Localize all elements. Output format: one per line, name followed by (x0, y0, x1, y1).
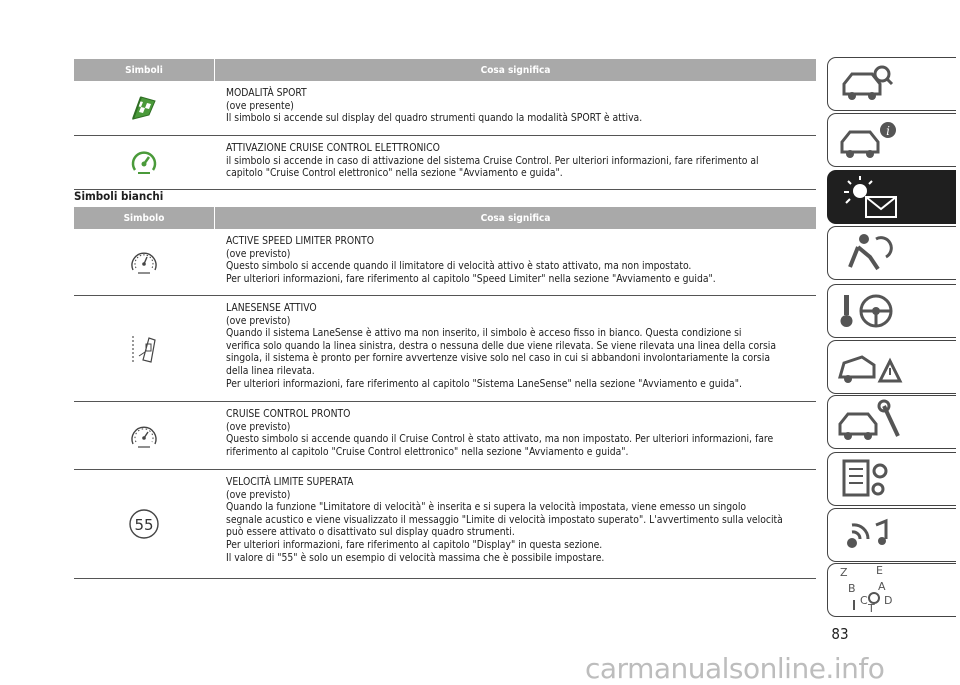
row-line: (ove presente) (226, 99, 294, 112)
header-col-meaning: Cosa significa (480, 212, 551, 224)
row-line: Per ulteriori informazioni, fare riferimento al capitolo "Display" in questa sezione. (226, 538, 603, 551)
tab-safety[interactable] (827, 226, 956, 280)
row-line: Questo simbolo si accende quando il limitatore di velocità attivo è stato attivato, ma non impostato. (226, 260, 692, 273)
car-info-icon (828, 114, 956, 166)
page-number: 83 (831, 625, 849, 643)
tab-technical-data[interactable] (827, 452, 956, 506)
svg-text:T: T (868, 602, 875, 615)
cruise-control-ready-icon (74, 402, 214, 469)
table-row (74, 296, 816, 402)
svg-text:C: C (860, 594, 868, 607)
spec-sheet-gears-icon (828, 453, 956, 505)
svg-text:E: E (876, 564, 883, 577)
row-line: verifica solo quando la linea sinistra, destra o nessuna delle due viene rilevata. Se viene rilevata una linea della corsia (226, 339, 777, 352)
speed-value-text: 55 (134, 516, 154, 534)
row-line: Quando il sistema LaneSense è attivo ma non inserito, il simbolo è acceso fisso in bianco. Questa condizione si (226, 327, 742, 340)
row-line: segnale acustico e viene visualizzato il messaggio "Limite di velocità impostato superato". L'avvertimento sulla velocità (226, 513, 783, 526)
row-title: ACTIVE SPEED LIMITER PRONTO (226, 235, 375, 247)
row-line: Il valore di "55" è solo un esempio di velocità massima che è possibile impostare. (226, 551, 605, 564)
table-row (74, 81, 816, 136)
sport-flag-icon (74, 81, 214, 135)
table-header (74, 59, 816, 81)
row-line: riferimento al capitolo "Cruise Control elettronico" nella sezione "Avviamento e guida". (226, 445, 629, 458)
watermark-text: carmanualsonline.info (585, 652, 885, 685)
row-line: singola, il sistema è pronto per fornire avvertenze visive solo nel caso in cui si abbandoni involontariamente la corsia (226, 352, 770, 365)
row-line: Il simbolo si accende sul display del quadro strumenti quando la modalità SPORT è attiva. (226, 112, 643, 125)
svg-text:Z: Z (840, 566, 848, 579)
row-title: MODALITÀ SPORT (226, 87, 307, 99)
tab-emergency[interactable] (827, 340, 956, 394)
symbols-table-2 (74, 207, 816, 579)
row-title: ATTIVAZIONE CRUISE CONTROL ELETTRONICO (226, 142, 440, 154)
row-title: CRUISE CONTROL PRONTO (226, 408, 351, 420)
table-row (74, 402, 816, 470)
header-col-symbols: Simboli (125, 64, 163, 76)
tab-starting-driving[interactable] (827, 284, 956, 338)
cruise-control-active-icon (74, 136, 214, 189)
row-line: il simbolo si accende in caso di attivazione del sistema Cruise Control. Per ulteriori informazioni, fare riferimento al (226, 154, 759, 167)
tab-warning-lights[interactable] (827, 170, 956, 224)
row-line: (ove previsto) (226, 247, 291, 260)
multimedia-icon (828, 509, 956, 561)
speed-limiter-ready-icon (74, 229, 214, 295)
tab-car-info[interactable] (827, 113, 956, 167)
row-line: Questo simbolo si accende quando il Cruise Control è stato attivato, ma non impostato. Per ulteriori informazioni, fare (226, 433, 774, 446)
car-accident-warning-icon (828, 341, 956, 393)
tab-multimedia[interactable] (827, 508, 956, 562)
lanesense-icon (74, 296, 214, 401)
header-col-meaning: Cosa significa (480, 64, 551, 76)
table-row (74, 470, 816, 579)
airbag-seat-icon (828, 227, 956, 279)
row-line: capitolo "Cruise Control elettronico" nella sezione "Avviamento e guida". (226, 167, 563, 180)
row-line: Per ulteriori informazioni, fare riferimento al capitolo "Speed Limiter" nella sezione "Avviamento e guida". (226, 272, 716, 285)
table-row (74, 229, 816, 296)
row-line: (ove previsto) (226, 420, 291, 433)
symbols-table-1 (74, 59, 816, 190)
row-line: Quando la funzione "Limitatore di velocità" è inserita e si supera la velocità impostata, viene emesso un singolo (226, 501, 747, 514)
svg-text:A: A (878, 580, 886, 593)
row-line: Per ulteriori informazioni, fare riferimento al capitolo "Sistema LaneSense" nella sezione "Avviamento e guida". (226, 377, 742, 390)
key-steering-wheel-icon (828, 285, 956, 337)
row-title: LANESENSE ATTIVO (226, 302, 317, 314)
svg-text:i: i (886, 124, 890, 138)
tab-car-search[interactable] (827, 57, 956, 111)
car-search-icon (828, 58, 956, 110)
row-line: della linea rilevata. (226, 364, 315, 377)
svg-text:D: D (884, 594, 893, 607)
row-line: può essere attivato o disattivato sul display quadro strumenti. (226, 526, 515, 539)
table-header (74, 207, 816, 229)
svg-text:B: B (848, 582, 856, 595)
section-title: Simboli bianchi (74, 189, 164, 203)
speed-limit-exceeded-icon (74, 470, 214, 578)
warning-light-message-icon (828, 171, 956, 223)
row-title: VELOCITÀ LIMITE SUPERATA (226, 476, 354, 488)
header-col-symbol: Simbolo (123, 212, 165, 224)
alphabet-index-icon (828, 564, 956, 616)
car-wrench-icon (828, 396, 956, 448)
row-line: (ove previsto) (226, 314, 291, 327)
row-line: (ove previsto) (226, 488, 291, 501)
tab-index[interactable] (827, 563, 956, 617)
table-row (74, 136, 816, 190)
tab-maintenance[interactable] (827, 395, 956, 449)
